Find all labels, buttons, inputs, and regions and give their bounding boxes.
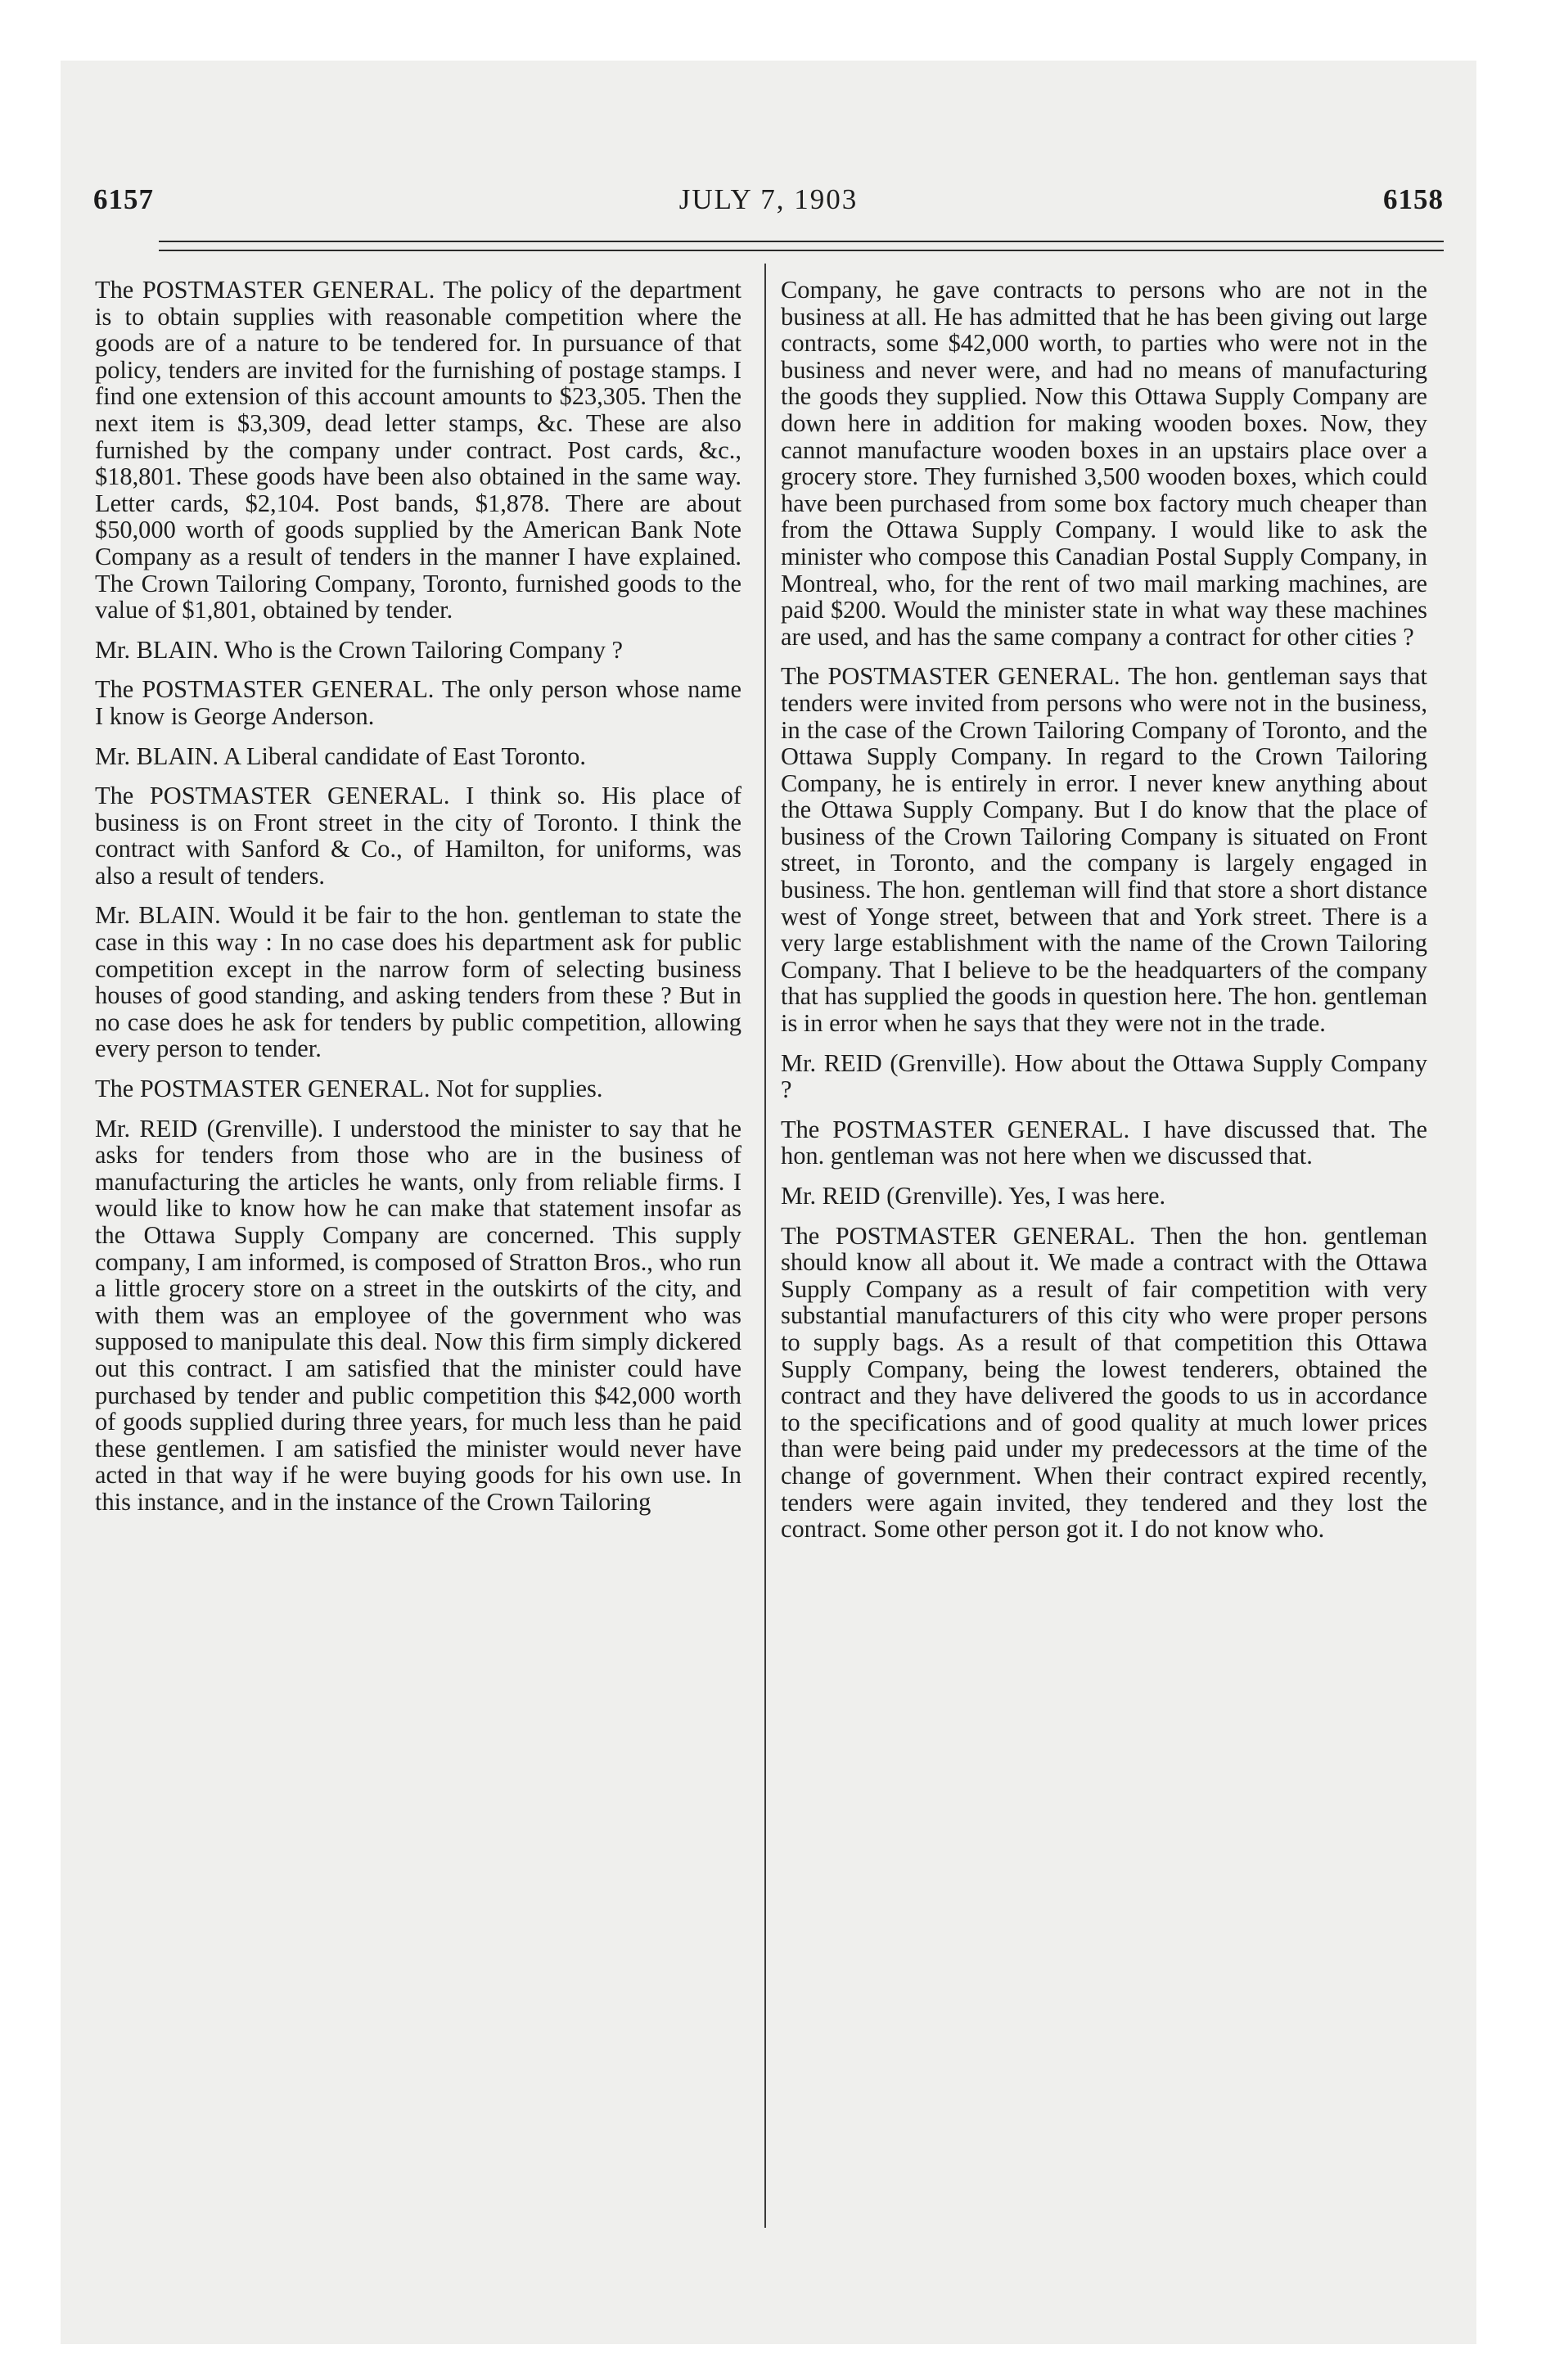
column-divider — [764, 264, 766, 2228]
scanned-page — [61, 61, 1476, 2344]
right-column — [781, 277, 1427, 1543]
paragraph: Mr. REID (Grenville). Yes, I was here. — [781, 1182, 1166, 1210]
page-number-right: 6158 — [1383, 183, 1444, 215]
paragraph: The POSTMASTER GENERAL. Not for supplies. — [95, 1075, 603, 1103]
running-header — [93, 183, 1444, 229]
header-rule-top — [159, 241, 1444, 242]
left-column — [95, 277, 741, 1516]
paragraph: The POSTMASTER GENERAL. I have discussed that. The hon. gentleman was not here when we discussed that. — [781, 1115, 1427, 1170]
paragraph: The POSTMASTER GENERAL. The hon. gentleman says that tenders were invited from persons who were not in the business, in the case of the Crown Tailoring Company of Toronto, and the Ottawa Supply Company. In regard to the Crown Tailoring Company, he is entirely in error. I never knew anything about the Ottawa Supply Company. But I do know that the place of business of the Crown Tailoring Company is situated on Front street, in Toronto, and the company is largely engaged in business. The hon. gentleman will find that store a short distance west of Yonge street, between that and York street. There is a very large establishment with the name of the Crown Tailoring Company. That I believe to be the headquarters of the company that has supplied the goods in question here. The hon. gentleman is in error when he says that they were not in the trade. — [781, 662, 1427, 1038]
paragraph: Mr. BLAIN. A Liberal candidate of East Toronto. — [95, 741, 586, 770]
paragraph: Company, he gave contracts to persons who are not in the business at all. He has admitted that he has been giving out large contracts, some $42,000 worth, to parties who were not in the business and never were, and had no means of manufacturing the goods they supplied. Now this Ottawa Supply Company are down here in addition for making wooden boxes. Now, they cannot manufacture wooden boxes in an upstairs place over a grocery store. They furnished 3,500 wooden boxes, which could have been purchased from some box factory much cheaper than from the Ottawa Supply Company. I would like to ask the minister who compose this Canadian Postal Supply Company, in Montreal, who, for the rent of two mail marking machines, are paid $200. Would the minister state in what way these machines are used, and has the same company a contract for other cities ? — [781, 276, 1427, 651]
paragraph: The POSTMASTER GENERAL. The policy of the department is to obtain supplies with reasonable competition where the goods are of a nature to be tendered for. In pursuance of that policy, tenders are invited for the furnishing of postage stamps. I find one extension of this account amounts to $23,305. Then the next item is $3,309, dead letter stamps, &c. These are also furnished by the company under contract. Post cards, &c., $18,801. These goods have been also obtained in the same way. Letter cards, $2,104. Post bands, $1,878. There are about $50,000 worth of goods supplied by the American Bank Note Company as a result of tenders in the manner I have explained. The Crown Tailoring Company, Toronto, furnished goods to the value of $1,801, obtained by tender. — [95, 276, 741, 624]
paragraph: The POSTMASTER GENERAL. I think so. His place of business is on Front street in the city of Toronto. I think the contract with Sanford & Co., of Hamilton, for uniforms, was also a result of tenders. — [95, 782, 741, 890]
header-date: JULY 7, 1903 — [678, 183, 859, 215]
paragraph: The POSTMASTER GENERAL. Then the hon. gentleman should know all about it. We made a contract with the Ottawa Supply Company as a result of fair competition with very substantial manufacturers of this city who were proper persons to supply bags. As a result of that competition this Ottawa Supply Company, being the lowest tenderers, obtained the contract and they have delivered the goods to us in accordance to the specifications and of good quality at much lower prices than were being paid under my predecessors at the time of the change of government. When their contract expired recently, tenders were again invited, they tendered and they lost the contract. Some other person got it. I do not know who. — [781, 1221, 1427, 1544]
paragraph: Mr. BLAIN. Who is the Crown Tailoring Company ? — [95, 635, 624, 664]
paragraph: Mr. REID (Grenville). I understood the minister to say that he asks for tenders from those who are in the business of manufacturing the articles he wants, only from reliable firms. I would like to know how he can make that statement insofar as the Ottawa Supply Company are concerned. This supply company, I am informed, is composed of Stratton Bros., who run a little grocery store on a street in the outskirts of the city, and with them was an employee of the government who was supposed to manipulate this deal. Now this firm simply dickered out this contract. I am satisfied that the minister could have purchased by tender and public competition this $42,000 worth of goods supplied during three years, for much less than he paid these gentlemen. I am satisfied the minister would never have acted in that way if he were buying goods for his own use. In this instance, and in the instance of the Crown Tailoring — [95, 1114, 741, 1516]
paragraph: The POSTMASTER GENERAL. The only person whose name I know is George Anderson. — [95, 675, 741, 730]
header-rule-bottom — [159, 250, 1444, 251]
paragraph: Mr. REID (Grenville). How about the Ottawa Supply Company ? — [781, 1048, 1427, 1104]
page-number-left: 6157 — [93, 183, 154, 215]
hansard-sheet — [61, 61, 1476, 2344]
paragraph: Mr. BLAIN. Would it be fair to the hon. gentleman to state the case in this way : In no case does his department ask for public competition except in the narrow form of selecting business houses of good standing, and asking tenders from these ? But in no case does he ask for tenders by public competition, allowing every person to tender. — [95, 901, 741, 1063]
